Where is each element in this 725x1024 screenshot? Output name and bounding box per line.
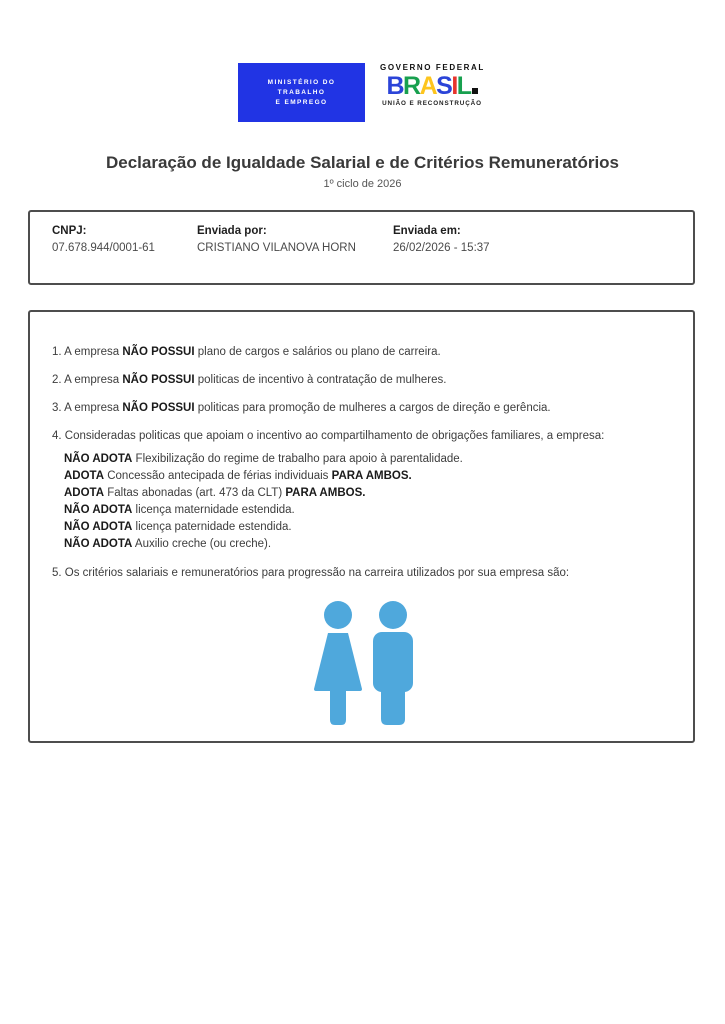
cnpj-field xyxy=(52,225,197,283)
enviada-por-value: CRISTIANO VILANOVA HORN xyxy=(197,242,356,254)
item-text: 2. A empresa xyxy=(52,374,123,386)
wordmark-letter: I xyxy=(451,72,457,100)
wordmark-letter: A xyxy=(419,72,437,100)
subitem-text: licença paternidade estendida. xyxy=(132,521,292,533)
wordmark-letter: B xyxy=(386,72,403,100)
cnpj-label: CNPJ: xyxy=(52,225,87,237)
declaration-box xyxy=(28,310,695,743)
ministry-logo-line: TRABALHO xyxy=(277,89,326,96)
declaration-item-1 xyxy=(52,344,675,361)
item-text: 4. Consideradas politicas que apoiam o incentivo ao compartilhamento de obrigações familiares, a empresa: xyxy=(52,430,605,442)
subitem-text: Faltas abonadas (art. 473 da CLT) xyxy=(104,487,286,499)
declaration-item-3 xyxy=(52,400,675,417)
subitem-text: Auxilio creche (ou creche). xyxy=(132,538,272,550)
ministry-logo-line: MINISTÉRIO DO xyxy=(267,79,336,86)
subitem-5 xyxy=(64,519,675,536)
item-text: politicas de incentivo à contratação de mulheres. xyxy=(194,374,447,386)
item-4-subitems xyxy=(64,451,675,553)
subitem-4 xyxy=(64,502,675,519)
item-text: 5. Os critérios salariais e remuneratórios para progressão na carreira utilizados por sua empresa são: xyxy=(52,567,570,579)
subitem-2 xyxy=(64,468,675,485)
ministry-logo-line: E EMPREGO xyxy=(275,99,328,106)
declaration-item-2 xyxy=(52,372,675,389)
governo-federal-logo xyxy=(380,63,484,107)
enviada-em-value: 26/02/2026 - 15:37 xyxy=(393,242,490,254)
woman-man-icon xyxy=(302,600,426,726)
subitem-bold-suffix: PARA AMBOS. xyxy=(285,487,366,499)
adoption-status: NÃO ADOTA xyxy=(64,504,133,516)
adoption-status: NÃO ADOTA xyxy=(64,538,133,550)
wordmark-letter: L xyxy=(456,72,471,100)
uniao-reconstrucao-label: UNIÃO E RECONSTRUÇÃO xyxy=(382,100,482,107)
adoption-status: NÃO ADOTA xyxy=(64,453,133,465)
info-box xyxy=(28,210,695,285)
enviada-por-field xyxy=(197,225,393,283)
enviada-em-label: Enviada em: xyxy=(393,225,461,237)
item-bold-text: NÃO POSSUI xyxy=(122,346,195,358)
governo-federal-label: GOVERNO FEDERAL xyxy=(380,63,485,72)
item-bold-text: NÃO POSSUI xyxy=(122,374,195,386)
subitem-text: licença maternidade estendida. xyxy=(132,504,295,516)
item-text: 1. A empresa xyxy=(52,346,123,358)
subitem-text: Flexibilização do regime de trabalho para apoio à parentalidade. xyxy=(132,453,463,465)
enviada-por-label: Enviada por: xyxy=(197,225,267,237)
enviada-em-field xyxy=(393,225,693,283)
page-title: Declaração de Igualdade Salarial e de Critérios Remuneratórios xyxy=(105,153,620,172)
subitem-1 xyxy=(64,451,675,468)
item-text: politicas para promoção de mulheres a cargos de direção e gerência. xyxy=(194,402,551,414)
declaration-item-5 xyxy=(52,565,675,582)
ministry-logo xyxy=(238,63,365,122)
adoption-status: ADOTA xyxy=(64,470,105,482)
adoption-status: NÃO ADOTA xyxy=(64,521,133,533)
subitem-bold-suffix: PARA AMBOS. xyxy=(331,470,412,482)
wordmark-letter: R xyxy=(403,72,420,100)
item-bold-text: NÃO POSSUI xyxy=(122,402,195,414)
brasil-wordmark xyxy=(380,73,484,99)
wordmark-square-icon xyxy=(472,88,478,94)
subitem-6 xyxy=(64,536,675,553)
subitem-text: Concessão antecipada de férias individuais xyxy=(104,470,332,482)
cnpj-value: 07.678.944/0001-61 xyxy=(52,242,155,254)
declaration-item-4 xyxy=(52,428,675,445)
page-subtitle: 1º ciclo de 2026 xyxy=(323,178,402,190)
wordmark-letter: S xyxy=(436,72,452,100)
item-text: plano de cargos e salários ou plano de carreira. xyxy=(194,346,441,358)
icon-container xyxy=(52,600,675,731)
subitem-3 xyxy=(64,485,675,502)
item-text: 3. A empresa xyxy=(52,402,123,414)
adoption-status: ADOTA xyxy=(64,487,105,499)
